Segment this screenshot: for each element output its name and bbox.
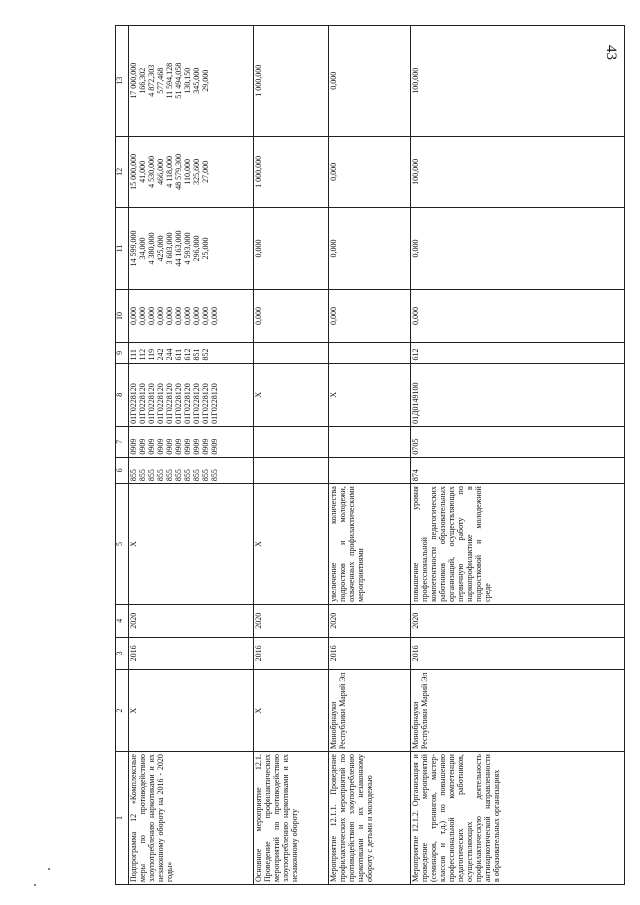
cell-line: [211, 28, 220, 134]
cell-csr: X: [329, 363, 411, 426]
cell-rzpr: [129, 426, 254, 457]
cell-line: 4 530,000: [146, 155, 156, 188]
cell-line: 01Г0228120: [129, 383, 138, 424]
cell-line: 01Г0228120: [164, 383, 174, 424]
cell-line: 425,000: [155, 235, 165, 262]
cell-executor: Минобрнауки Республики Марий Эл: [329, 670, 411, 752]
table-row: [129, 26, 254, 885]
cell-line: 29,000: [200, 69, 210, 92]
cell-value-2019: 0,000: [329, 26, 411, 137]
cell-executor: X: [254, 670, 329, 752]
cell-line: 01Г0228120: [209, 383, 219, 424]
cell-line: 0909: [200, 438, 210, 455]
cell-result: повышение уровня профессиональной компетентности педагогических работников образовательных организаций, осуществляющих первичную работу по наркопрофилактике в подростковой и молодежной среде: [411, 484, 625, 605]
cell-vr: [129, 343, 254, 363]
cell-line: 577,468: [155, 67, 165, 94]
cell-line: 25,000: [200, 237, 210, 260]
col-header: 8: [116, 363, 129, 426]
cell-csr: X: [254, 363, 329, 426]
col-header: 10: [116, 289, 129, 342]
cell-csr: 01Д0149100: [411, 363, 625, 426]
cell-line: 0,000: [191, 307, 201, 326]
page-number: 43: [603, 45, 619, 60]
cell-vr: [254, 343, 329, 363]
cell-line: 0909: [155, 438, 165, 455]
col-header: 9: [116, 343, 129, 363]
cell-line: 0909: [146, 438, 156, 455]
cell-line: [211, 139, 220, 206]
cell-value-2018: 0,000: [329, 136, 411, 208]
cell-line: 111: [129, 349, 138, 361]
cell-line: 0,000: [146, 307, 156, 326]
cell-line: 0909: [164, 438, 174, 455]
cell-value-2017: 0,000: [329, 208, 411, 290]
row-title: Мероприятие 12.1.2. Организация и проведение мероприятий (семинаров, тренингов, мастер-классов и т.д.) по повышению профессиональной компетенции педагогических работников, осуществляющих профилактическую деятельность антинаркотической направленности в образовательных организациях: [411, 752, 625, 885]
col-header: 1: [116, 752, 129, 885]
cell-executor: Минобрнауки Республики Марий Эл: [411, 670, 625, 752]
col-header: 7: [116, 426, 129, 457]
cell-end: 2020: [254, 604, 329, 637]
budget-table: [115, 25, 625, 885]
cell-line: 15 000,000: [129, 153, 138, 190]
cell-result: увеличение количества подростков и молодежи, охваченных профилактическими мероприятиями: [329, 484, 411, 605]
cell-value-2019: 100,000: [411, 26, 625, 137]
cell-line: 4 118,000: [164, 155, 174, 188]
cell-line: 612: [182, 348, 192, 361]
cell-value-2017: 0,000: [411, 208, 625, 290]
cell-executor: X: [129, 670, 254, 752]
cell-line: 855: [155, 469, 165, 482]
cell-value-2018: 1 000,000: [254, 136, 329, 208]
cell-line: 855: [164, 469, 174, 482]
cell-line: 110,000: [182, 158, 192, 185]
cell-line: 855: [191, 469, 201, 482]
cell-line: 855: [200, 469, 210, 482]
cell-line: 51 494,058: [173, 62, 183, 99]
row-title: Мероприятие 12.1.1. Проведение профилактических мероприятий по противодействию злоупотреблению наркотиками и их незаконному обороту с детьми и молодежью: [329, 752, 411, 885]
cell-line: 242: [155, 348, 165, 361]
cell-value-2017: 0,000: [254, 208, 329, 290]
cell-rzpr: [254, 426, 329, 457]
header-row: [116, 26, 129, 885]
cell-end: 2020: [329, 604, 411, 637]
cell-line: 119: [146, 348, 156, 361]
cell-line: 855: [137, 469, 147, 482]
cell-value-2016: 0,000: [411, 289, 625, 342]
cell-line: 0,000: [182, 307, 192, 326]
cell-line: 130,150: [182, 67, 192, 94]
cell-line: 44 163,000: [173, 230, 183, 267]
col-header: 13: [116, 26, 129, 137]
cell-result: X: [254, 484, 329, 605]
cell-end: 2020: [411, 604, 625, 637]
cell-grbs: 874: [411, 457, 625, 484]
table-row: [254, 26, 329, 885]
table-row: [329, 26, 411, 885]
cell-result: X: [129, 484, 254, 605]
cell-line: 855: [209, 469, 219, 482]
cell-line: 01Г0228120: [146, 383, 156, 424]
cell-line: 01Г0228120: [173, 383, 183, 424]
cell-grbs: [129, 457, 254, 484]
cell-line: 0909: [209, 438, 219, 455]
cell-line: 0,000: [200, 307, 210, 326]
cell-line: 244: [164, 348, 174, 361]
cell-value-2016: [129, 289, 254, 342]
cell-line: 345,000: [191, 67, 201, 94]
cell-line: 0,000: [137, 307, 147, 326]
cell-line: 01Г0228120: [200, 383, 210, 424]
cell-line: 4 380,000: [146, 232, 156, 265]
budget-table-rotated: [115, 25, 625, 885]
cell-line: 0,000: [129, 307, 138, 326]
cell-line: 4 872,303: [146, 64, 156, 97]
cell-line: 34,000: [137, 237, 147, 260]
cell-line: 0909: [129, 438, 138, 455]
cell-line: 0,000: [173, 307, 183, 326]
cell-line: 166,302: [137, 67, 147, 94]
col-header: 12: [116, 136, 129, 208]
cell-start: 2016: [254, 637, 329, 670]
table-row: [411, 26, 625, 885]
cell-vr: [329, 343, 411, 363]
scan-dot: [34, 884, 36, 886]
cell-line: 01Г0228120: [182, 383, 192, 424]
col-header: 3: [116, 637, 129, 670]
cell-line: 11 594,128: [164, 62, 174, 99]
cell-value-2019: 1 000,000: [254, 26, 329, 137]
row-title: Подпрограмма 12 «Комплексные меры по противодействию злоупотреблению наркотиками и их незаконному обороту на 2016 - 2020 годы»: [129, 752, 254, 885]
cell-grbs: [329, 457, 411, 484]
cell-line: 0,000: [209, 307, 219, 326]
cell-start: 2016: [411, 637, 625, 670]
cell-line: 01Г0228120: [137, 383, 147, 424]
cell-line: [211, 210, 220, 287]
cell-grbs: [254, 457, 329, 484]
cell-value-2016: 0,000: [254, 289, 329, 342]
cell-line: 01Г0228120: [155, 383, 165, 424]
cell-line: 0,000: [155, 307, 165, 326]
cell-rzpr: 0705: [411, 426, 625, 457]
cell-end: 2020: [129, 604, 254, 637]
cell-line: 611: [173, 348, 183, 361]
cell-line: 01Г0228120: [191, 383, 201, 424]
cell-value-2017: [129, 208, 254, 290]
cell-line: 48 579,300: [173, 153, 183, 190]
cell-line: 112: [137, 348, 147, 361]
cell-line: 41,000: [137, 160, 147, 183]
cell-line: 0909: [191, 438, 201, 455]
cell-line: 855: [173, 469, 183, 482]
cell-line: 851: [191, 348, 201, 361]
cell-line: 466,000: [155, 158, 165, 185]
cell-line: 0909: [182, 438, 192, 455]
cell-line: 855: [129, 469, 138, 482]
cell-value-2018: [129, 136, 254, 208]
cell-value-2019: [129, 26, 254, 137]
cell-line: 4 593,000: [182, 232, 192, 265]
col-header: 4: [116, 604, 129, 637]
cell-line: 27,000: [200, 160, 210, 183]
cell-start: 2016: [129, 637, 254, 670]
cell-line: 855: [182, 469, 192, 482]
cell-line: [211, 345, 220, 360]
cell-line: 296,000: [191, 235, 201, 262]
row-title: Основное мероприятие 12.1. Проведение профилактических мероприятий по противодействию злоупотреблению наркотиками и их незаконному обороту: [254, 752, 329, 885]
cell-line: 17 000,000: [129, 62, 138, 99]
cell-line: 0909: [137, 438, 147, 455]
col-header: 5: [116, 484, 129, 605]
col-header: 11: [116, 208, 129, 290]
cell-line: 3 603,000: [164, 232, 174, 265]
cell-value-2016: 0,000: [329, 289, 411, 342]
cell-line: 0909: [173, 438, 183, 455]
cell-line: 14 599,000: [129, 230, 138, 267]
cell-line: 0,000: [164, 307, 174, 326]
cell-line: 852: [200, 348, 210, 361]
cell-line: 325,600: [191, 158, 201, 185]
cell-value-2018: 100,000: [411, 136, 625, 208]
scan-dot: [48, 868, 50, 870]
cell-vr: 612: [411, 343, 625, 363]
col-header: 6: [116, 457, 129, 484]
cell-rzpr: [329, 426, 411, 457]
cell-csr: [129, 363, 254, 426]
cell-start: 2016: [329, 637, 411, 670]
col-header: 2: [116, 670, 129, 752]
cell-line: 855: [146, 469, 156, 482]
